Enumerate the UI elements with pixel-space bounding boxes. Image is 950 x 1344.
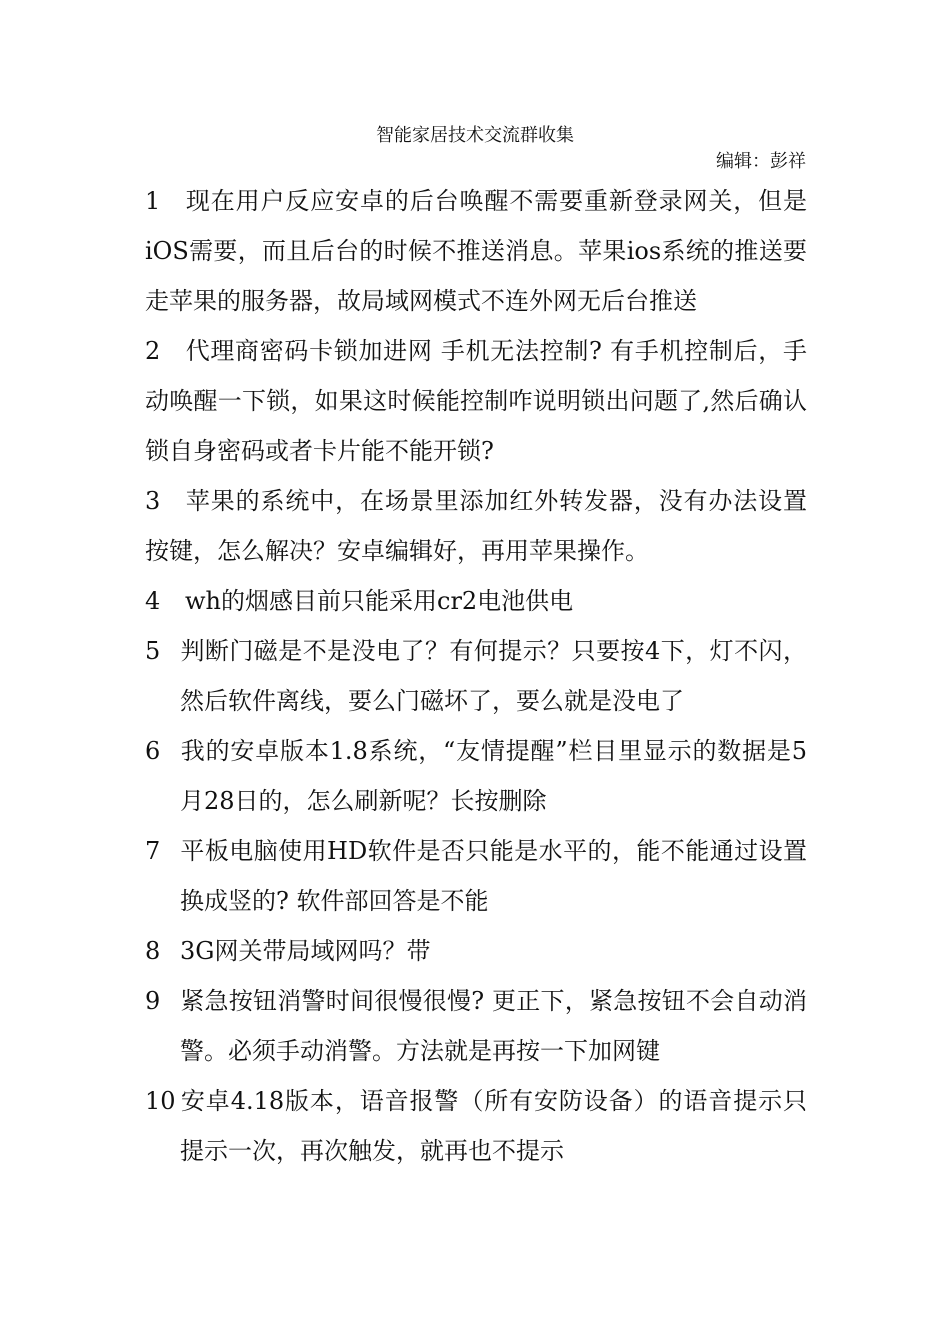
faq-item-number: 5 xyxy=(145,637,161,665)
faq-item-text: wh的烟感目前只能采用cr2电池供电 xyxy=(185,587,574,615)
faq-item-2 xyxy=(145,326,807,476)
faq-item-4 xyxy=(145,576,807,626)
faq-item-text: 平板电脑使用HD软件是否只能是水平的，能不能通过设置换成竖的? 软件部回答是不能 xyxy=(180,837,807,915)
faq-item-text: 苹果的系统中，在场景里添加红外转发器，没有办法设置按键，怎么解决？安卓编辑好，再用苹果操作。 xyxy=(145,487,807,565)
faq-item-number: 4 xyxy=(145,587,161,615)
faq-item-number: 3 xyxy=(145,487,161,515)
faq-item-number: 7 xyxy=(145,837,161,865)
faq-item-3 xyxy=(145,476,807,576)
faq-item-text: 判断门磁是不是没电了？有何提示？只要按4下，灯不闪，然后软件离线，要么门磁坏了，要么就是没电了 xyxy=(180,637,807,715)
faq-item-10 xyxy=(145,1076,807,1176)
faq-item-1 xyxy=(145,176,807,326)
document-editor: 编辑：彭祥 xyxy=(716,151,806,172)
faq-item-5 xyxy=(145,626,807,726)
document-title: 智能家居技术交流群收集 xyxy=(376,125,574,146)
faq-item-number: 10 xyxy=(145,1087,176,1115)
faq-item-number: 2 xyxy=(145,337,161,365)
faq-item-text: 现在用户反应安卓的后台唤醒不需要重新登录网关，但是iOS需要，而且后台的时候不推送消息。苹果ios系统的推送要走苹果的服务器，故局域网模式不连外网无后台推送 xyxy=(145,187,807,315)
faq-item-7 xyxy=(145,826,807,926)
faq-item-number: 1 xyxy=(145,187,161,215)
faq-item-text: 我的安卓版本1.8系统，“友情提醒”栏目里显示的数据是5月28日的，怎么刷新呢？长按删除 xyxy=(180,737,807,815)
faq-list xyxy=(145,176,807,1176)
faq-item-number: 8 xyxy=(145,937,161,965)
faq-item-text: 紧急按钮消警时间很慢很慢? 更正下，紧急按钮不会自动消警。必须手动消警。方法就是再按一下加网键 xyxy=(180,987,807,1065)
faq-item-number: 6 xyxy=(145,737,161,765)
faq-item-text: 安卓4.18版本，语音报警（所有安防设备）的语音提示只提示一次，再次触发，就再也不提示 xyxy=(180,1087,807,1165)
faq-item-8 xyxy=(145,926,807,976)
faq-item-9 xyxy=(145,976,807,1076)
faq-item-text: 3G网关带局域网吗？带 xyxy=(180,937,431,965)
faq-item-text: 代理商密码卡锁加进网 手机无法控制? 有手机控制后，手动唤醒一下锁，如果这时候能控制咋说明锁出问题了,然后确认锁自身密码或者卡片能不能开锁? xyxy=(145,337,807,465)
faq-item-number: 9 xyxy=(145,987,161,1015)
faq-item-6 xyxy=(145,726,807,826)
